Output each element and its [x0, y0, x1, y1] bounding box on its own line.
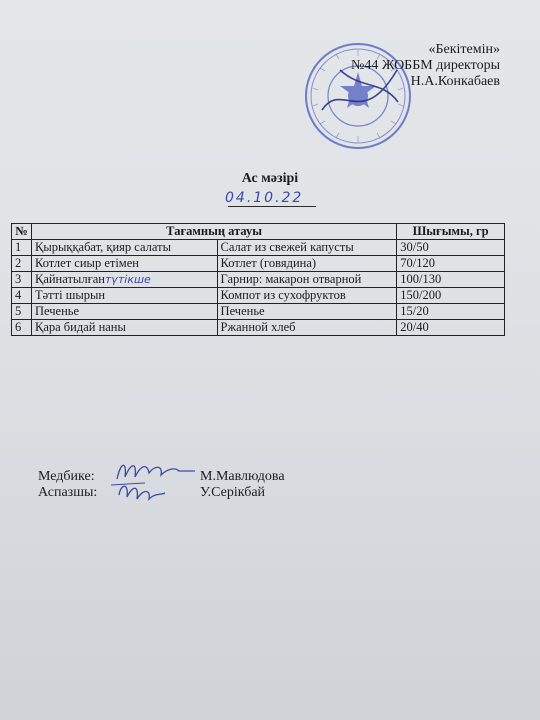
approval-title: «Бекітемін»	[428, 42, 500, 57]
dish-name-kz-cell	[31, 272, 217, 288]
row-number: 3	[12, 272, 32, 288]
dish-name-kz: Печенье	[31, 304, 217, 320]
menu-table	[11, 223, 505, 336]
table-row	[12, 304, 505, 320]
header-yield: Шығымы, гр	[397, 224, 505, 240]
table-row	[12, 288, 505, 304]
approval-block	[351, 42, 500, 90]
cook-label: Аспазшы:	[38, 485, 98, 500]
table-row	[12, 240, 505, 256]
header-dish-name: Тағамның атауы	[31, 224, 396, 240]
approval-position: №44 ЖОББМ директоры	[351, 58, 500, 73]
dish-name-kz: Қайнатылған	[34, 272, 105, 286]
cook-name: У.Серікбай	[200, 485, 266, 500]
date-underline	[228, 206, 316, 207]
dish-name-ru: Печенье	[217, 304, 397, 320]
dish-name-kz: Тәтті шырын	[31, 288, 217, 304]
menu-title-block	[0, 171, 540, 187]
dish-yield: 150/200	[397, 288, 505, 304]
dish-yield: 100/130	[397, 272, 505, 288]
menu-title: Ас мәзірі	[241, 171, 299, 186]
dish-name-ru: Ржанной хлеб	[217, 320, 397, 336]
dish-name-ru: Компот из сухофруктов	[217, 288, 397, 304]
dish-yield: 15/20	[397, 304, 505, 320]
nurse-label: Медбике:	[38, 469, 95, 484]
signature-icon	[105, 455, 197, 505]
dish-name-kz: Котлет сиыр етімен	[31, 256, 217, 272]
approval-director-name: Н.А.Конкабаев	[410, 74, 500, 89]
header-number: №	[12, 224, 32, 240]
dish-yield: 30/50	[397, 240, 505, 256]
dish-yield: 70/120	[397, 256, 505, 272]
nurse-name: М.Мавлюдова	[200, 469, 285, 484]
table-row	[12, 320, 505, 336]
menu-date: 04.10.22	[225, 190, 304, 206]
dish-name-kz: Қара бидай наны	[31, 320, 217, 336]
dish-name-ru: Салат из свежей капусты	[217, 240, 397, 256]
row-number: 2	[12, 256, 32, 272]
dish-name-kz: Қырыққабат, қияр салаты	[31, 240, 217, 256]
dish-yield: 20/40	[397, 320, 505, 336]
table-header-row	[12, 224, 505, 240]
table-row	[12, 272, 505, 288]
row-number: 6	[12, 320, 32, 336]
dish-name-ru: Котлет (говядина)	[217, 256, 397, 272]
handwritten-dish-addition: түтікше	[104, 273, 151, 286]
row-number: 4	[12, 288, 32, 304]
table-row	[12, 256, 505, 272]
dish-name-ru: Гарнир: макарон отварной	[217, 272, 397, 288]
row-number: 5	[12, 304, 32, 320]
row-number: 1	[12, 240, 32, 256]
